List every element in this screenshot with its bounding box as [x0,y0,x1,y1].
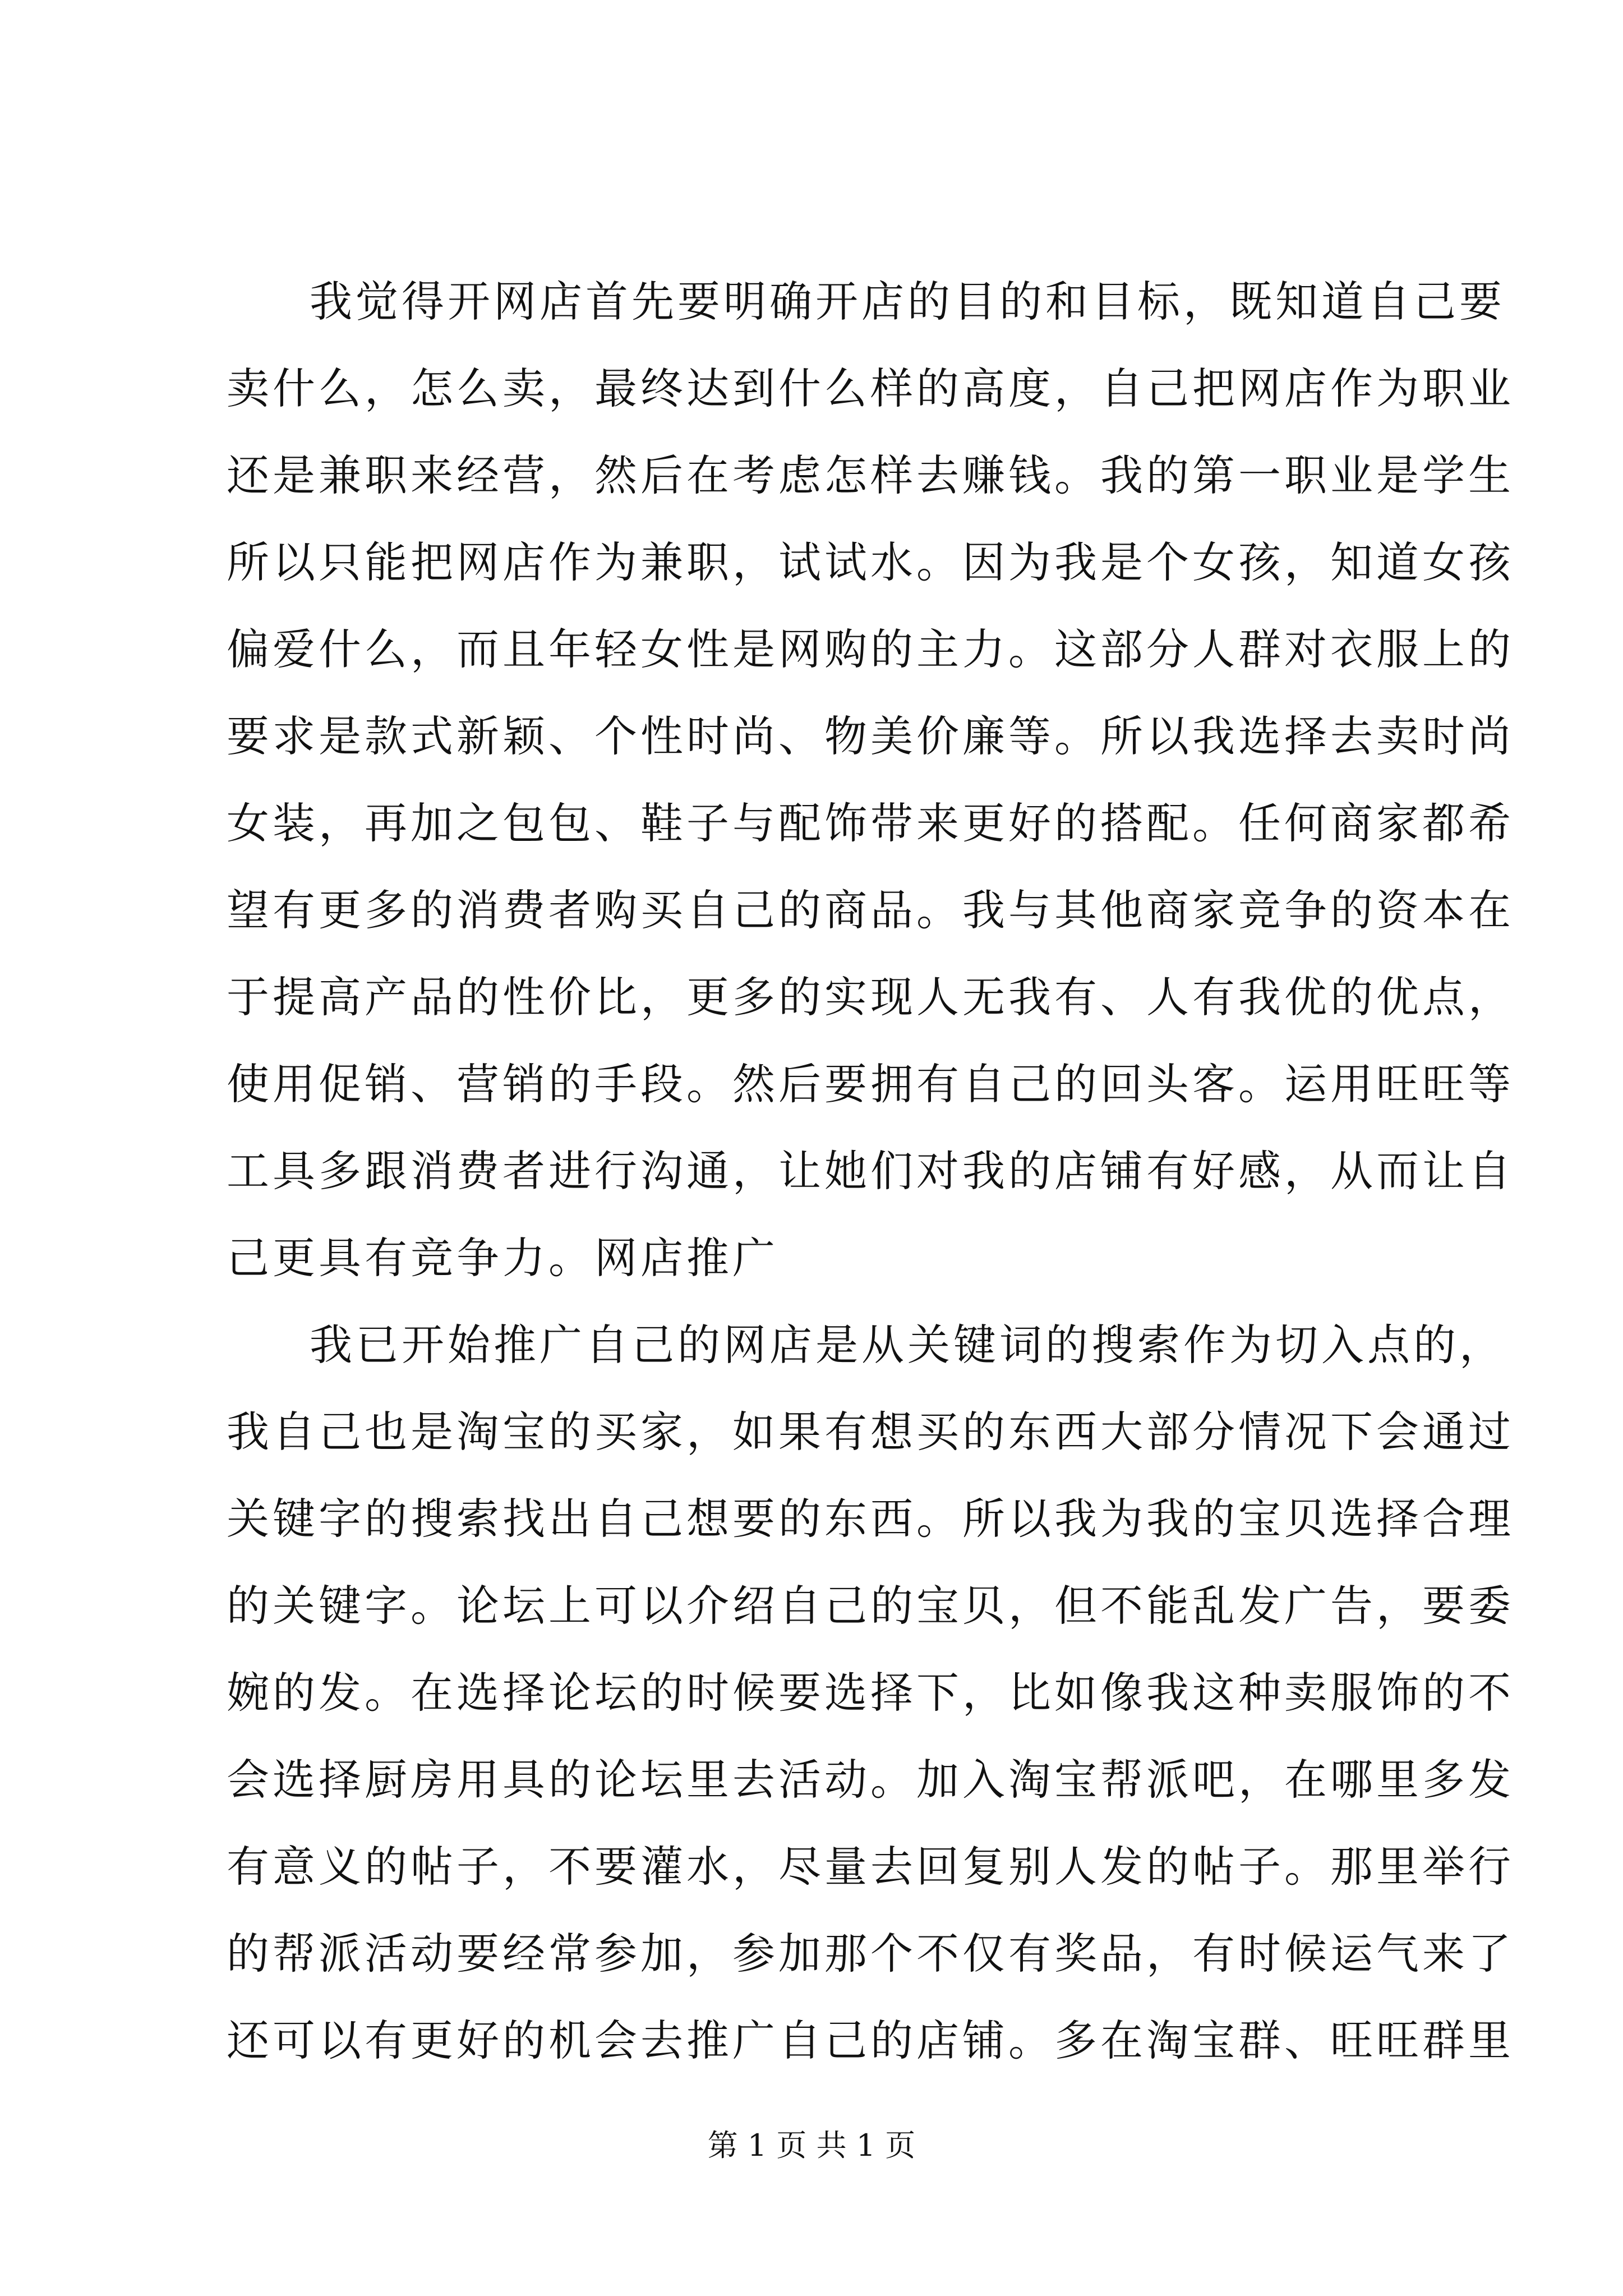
paragraph-2-line-5: 婉的发。在选择论坛的时候要选择下，比如像我这种卖服饰的不 [227,1668,1514,1718]
paragraph-1-line-2: 卖什么，怎么卖，最终达到什么样的高度，自己把网店作为职业 [227,364,1514,413]
paragraph-2-line-3: 关键字的搜索找出自己想要的东西。所以我为我的宝贝选择合理 [227,1494,1514,1544]
paragraph-1-line-11: 工具多跟消费者进行沟通，让她们对我的店铺有好感，从而让自 [227,1146,1514,1196]
paragraph-2-line-9: 还可以有更好的机会去推广自己的店铺。多在淘宝群、旺旺群里 [227,2016,1514,2065]
paragraph-1-line-1: 我觉得开网店首先要明确开店的目的和目标，既知道自己要 [310,277,1505,326]
paragraph-1-line-12: 己更具有竞争力。网店推广 [227,1233,778,1283]
paragraph-1-line-3: 还是兼职来经营，然后在考虑怎样去赚钱。我的第一职业是学生 [227,450,1514,500]
page-footer: 第 1 页 共 1 页 [707,2128,916,2163]
paragraph-2-line-2: 我自己也是淘宝的买家，如果有想买的东西大部分情况下会通过 [227,1407,1514,1457]
paragraph-1-line-4: 所以只能把网店作为兼职，试试水。因为我是个女孩，知道女孩 [227,537,1514,587]
paragraph-1-line-6: 要求是款式新颖、个性时尚、物美价廉等。所以我选择去卖时尚 [227,711,1514,761]
paragraph-1-line-9: 于提高产品的性价比，更多的实现人无我有、人有我优的优点， [227,972,1514,1022]
paragraph-1-line-10: 使用促销、营销的手段。然后要拥有自己的回头客。运用旺旺等 [227,1059,1514,1109]
paragraph-2-line-7: 有意义的帖子，不要灌水，尽量去回复别人发的帖子。那里举行 [227,1842,1514,1892]
body-text [227,258,1514,2084]
paragraph-2-line-1: 我已开始推广自己的网店是从关键词的搜索作为切入点的， [310,1320,1505,1370]
paragraph-2-line-4: 的关键字。论坛上可以介绍自己的宝贝，但不能乱发广告，要委 [227,1581,1514,1631]
paragraph-1-line-8: 望有更多的消费者购买自己的商品。我与其他商家竞争的资本在 [227,885,1514,935]
paragraph-2-line-6: 会选择厨房用具的论坛里去活动。加入淘宝帮派吧，在哪里多发 [227,1755,1514,1805]
paragraph-1-line-7: 女装，再加之包包、鞋子与配饰带来更好的搭配。任何商家都希 [227,798,1514,848]
paragraph-2-line-8: 的帮派活动要经常参加，参加那个不仅有奖品，有时候运气来了 [227,1929,1514,1978]
paragraph-1-line-5: 偏爱什么，而且年轻女性是网购的主力。这部分人群对衣服上的 [227,624,1514,674]
